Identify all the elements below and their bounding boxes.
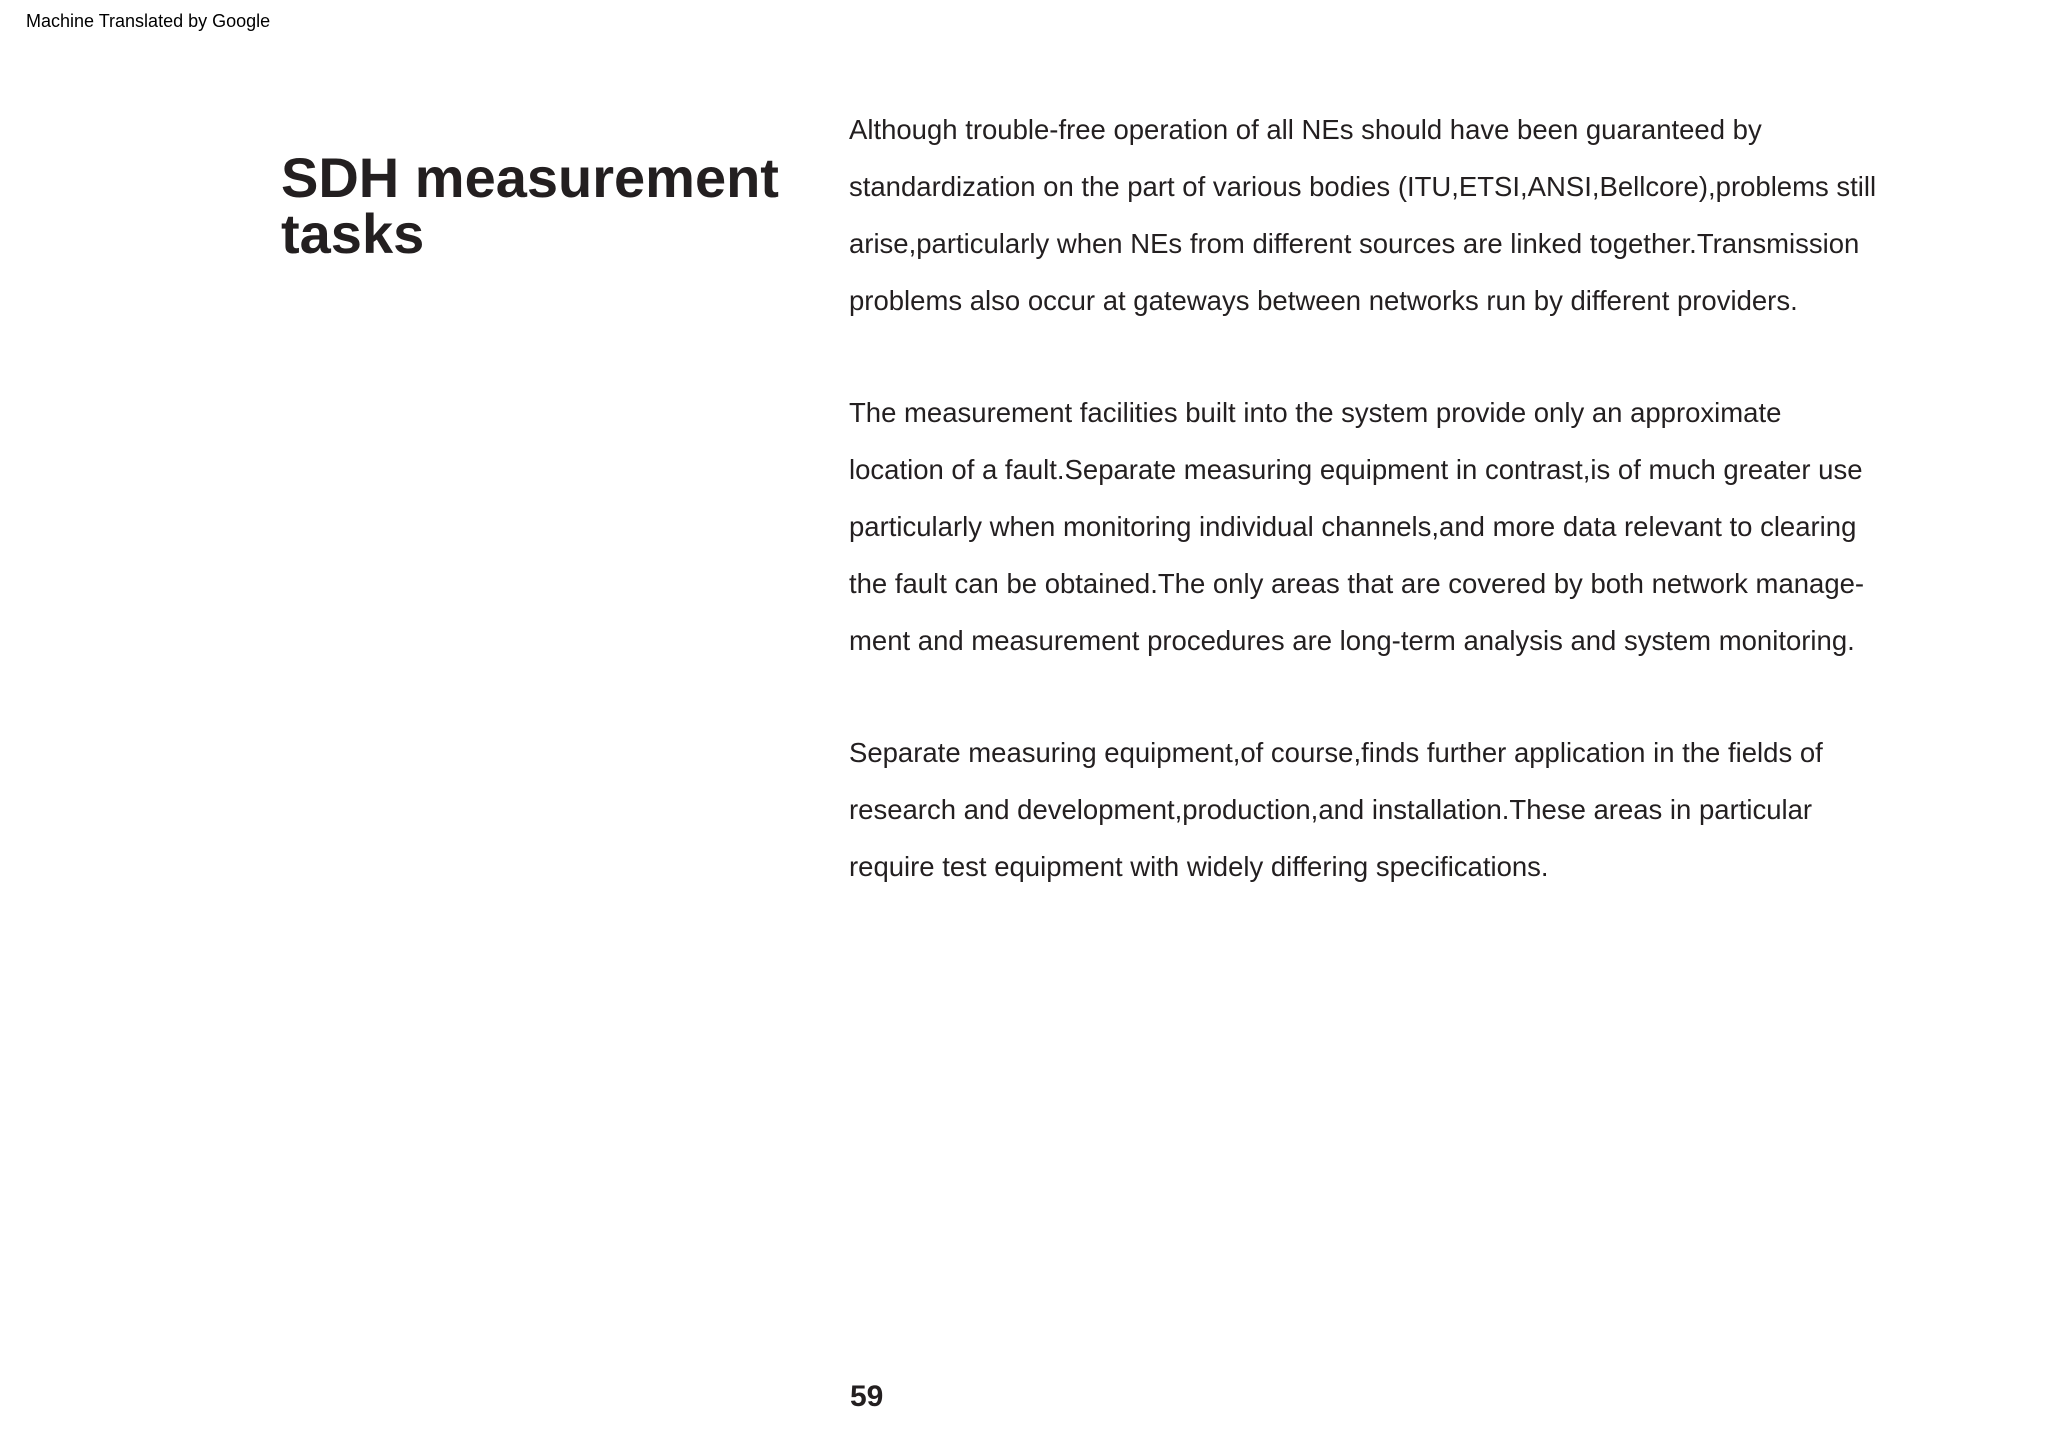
paragraph-spacer: [849, 336, 1909, 391]
paragraph-2: [849, 391, 1909, 676]
paragraph-line: require test equipment with widely differing specifications.: [849, 851, 1549, 882]
paragraph-line: ment and measurement procedures are long-term analysis and system monitoring.: [849, 625, 1855, 656]
paragraph-line: problems also occur at gateways between networks run by different providers.: [849, 285, 1798, 316]
page-title-line: SDH measurement: [281, 146, 779, 209]
paragraph-line: Although trouble-free operation of all NEs should have been guaranteed by: [849, 114, 1762, 145]
page-title-line: tasks: [281, 202, 425, 265]
paragraph-line: location of a fault.Separate measuring equipment in contrast,is of much greater use: [849, 454, 1863, 485]
paragraph-1: [849, 108, 1909, 336]
paragraph-line: Separate measuring equipment,of course,finds further application in the fields of: [849, 737, 1823, 768]
page-number: 59: [850, 1380, 884, 1413]
paragraph-3: [849, 731, 1909, 902]
page-title: [281, 146, 801, 265]
body-text: [849, 108, 1909, 902]
paragraph-spacer: [849, 676, 1909, 731]
paragraph-line: the fault can be obtained.The only areas that are covered by both network manage-: [849, 568, 1865, 599]
paragraph-line: The measurement facilities built into the system provide only an approximate: [849, 397, 1782, 428]
paragraph-line: arise,particularly when NEs from different sources are linked together.Transmission: [849, 228, 1860, 259]
paragraph-line: particularly when monitoring individual channels,and more data relevant to clearing: [849, 511, 1857, 542]
machine-translation-notice: Machine Translated by Google: [26, 11, 271, 31]
paragraph-line: standardization on the part of various bodies (ITU,ETSI,ANSI,Bellcore),problems still: [849, 171, 1877, 202]
paragraph-line: research and development,production,and installation.These areas in particular: [849, 794, 1813, 825]
